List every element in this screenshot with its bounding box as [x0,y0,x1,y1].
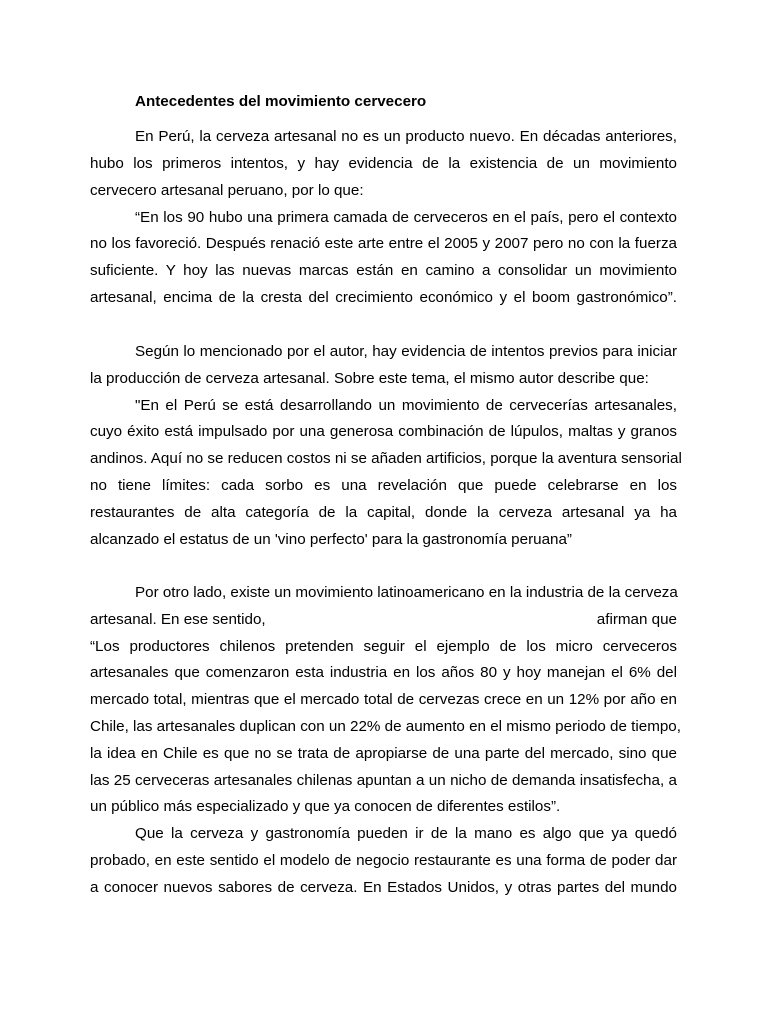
text-line: Por otro lado, existe un movimiento latinoamericano en la industria de la cerveza [135,584,678,601]
quote-line: andinos. Aquí no se reducen costos ni se añaden artificios, porque la aventura sensorial [90,450,682,467]
quote-line: alcanzado el estatus de un 'vino perfecto' para la gastronomía peruana” [90,531,572,548]
quote-line: no tiene límites: cada sorbo es una revelación que puede celebrarse en los [90,477,677,494]
quote-line: la idea en Chile es que no se trata de apropiarse de una parte del mercado, sino que [90,745,677,762]
quote-line: restaurantes de alta categoría de la capital, donde la cerveza artesanal ya ha [90,504,677,521]
text-line: hubo los primeros intentos, y hay evidencia de la existencia de un movimiento [90,155,677,172]
quote-line: suficiente. Y hoy las nuevas marcas están en camino a consolidar un movimiento [90,262,677,279]
quote-line: “En los 90 hubo una primera camada de cerveceros en el país, pero el contexto [135,209,677,226]
quote-line: cuyo éxito está impulsado por una generosa combinación de lúpulos, maltas y granos [90,423,677,440]
text-line: la producción de cerveza artesanal. Sobre este tema, el mismo autor describe que: [90,370,649,387]
quote-line: mercado total, mientras que el mercado total de cervezas crece en un 12% por año en [90,691,677,708]
text-line-continuation: afirman que [596,611,677,628]
section-heading: Antecedentes del movimiento cervecero [135,93,427,110]
quote-line: artesanales que comenzaron esta industria en los años 80 y hoy manejan el 6% del [90,664,677,681]
text-line: Según lo mencionado por el autor, hay evidencia de intentos previos para iniciar [135,343,677,360]
quote-line: un público más especializado y que ya conocen de diferentes estilos”. [90,798,561,815]
text-line: probado, en este sentido el modelo de negocio restaurante es una forma de poder dar [90,852,677,869]
text-line: artesanal. En ese sentido, [90,611,266,628]
quote-line: “Los productores chilenos pretenden seguir el ejemplo de los micro cerveceros [90,638,677,655]
text-line: cervecero artesanal peruano, por lo que: [90,182,364,199]
text-line: Que la cerveza y gastronomía pueden ir de la mano es algo que ya quedó [135,825,677,842]
quote-line: "En el Perú se está desarrollando un movimiento de cervecerías artesanales, [135,397,677,414]
quote-line: artesanal, encima de la cresta del crecimiento económico y el boom gastronómico”. [90,289,677,306]
quote-line: Chile, las artesanales duplican con un 22% de aumento en el mismo periodo de tiempo, [90,718,681,735]
quote-line: las 25 cerveceras artesanales chilenas apuntan a un nicho de demanda insatisfecha, a [90,772,677,789]
quote-line: no los favoreció. Después renació este arte entre el 2005 y 2007 pero no con la fuerza [90,235,677,252]
text-line: a conocer nuevos sabores de cerveza. En Estados Unidos, y otras partes del mundo [90,879,677,896]
text-line: En Perú, la cerveza artesanal no es un producto nuevo. En décadas anteriores, [135,128,677,145]
